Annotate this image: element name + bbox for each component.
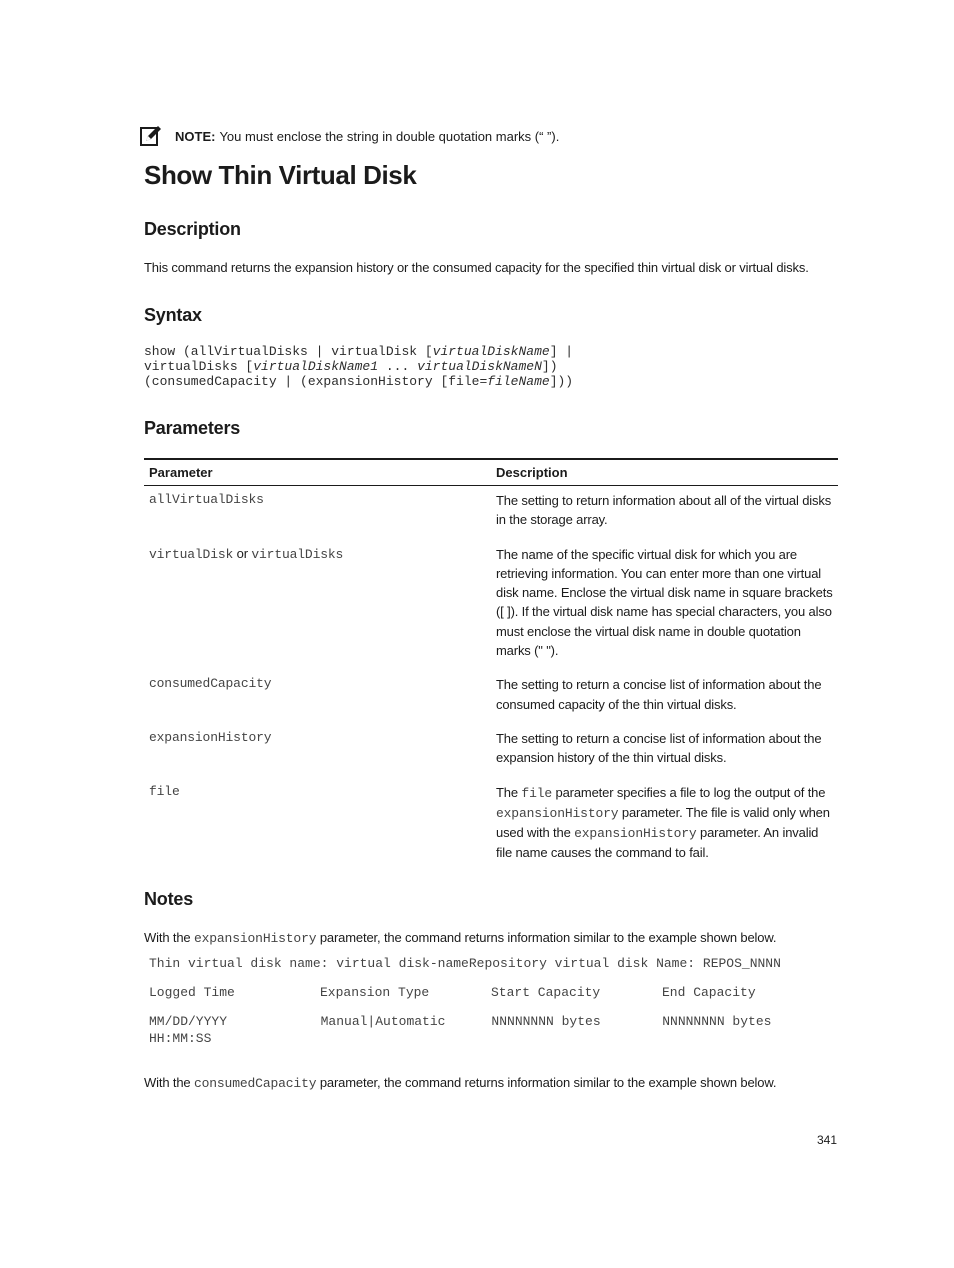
example-header-cell: Start Capacity	[491, 985, 601, 1000]
example-value-cell: NNNNNNNN bytes	[662, 1014, 772, 1029]
note-text: You must enclose the string in double quotation marks (“ ”).	[219, 128, 560, 144]
example-value-cell: NNNNNNNN bytes	[491, 1014, 601, 1029]
parameter-name: expansionHistory	[149, 729, 272, 745]
table-row	[144, 778, 838, 873]
parameter-description: The setting to return a concise list of information about the consumed capacity of the thin virtual disks.	[496, 677, 822, 712]
example-header-cell: End Capacity	[662, 985, 756, 1000]
notes-paragraph-2: With the consumedCapacity parameter, the command returns information similar to the example shown below.	[144, 1075, 777, 1091]
parameter-description: The name of the specific virtual disk for which you are retrieving information. You can enter more than one virtual disk name. Enclose the virtual disk name in square brackets ([ ]). If the virtual disk name has special characters, you also must enclose the virtual disk name in double quotation marks (" ").	[496, 546, 833, 659]
note-callout	[140, 125, 559, 147]
parameter-description: The setting to return a concise list of information about the expansion history of the thin virtual disks.	[496, 730, 822, 766]
parameter-name: virtualDisk or virtualDisks	[149, 545, 344, 562]
syntax-line-2: virtualDisks [virtualDiskName1 ... virtualDiskNameN])	[144, 359, 558, 374]
syntax-block	[144, 344, 573, 389]
syntax-line-1: show (allVirtualDisks | virtualDisk [virtualDiskName] |	[144, 344, 574, 359]
example-header-cell: Logged Time	[149, 985, 235, 1000]
example-header-row	[144, 982, 838, 1003]
example-value-cell: Manual|Automatic	[320, 1014, 446, 1029]
parameter-description: The setting to return information about all of the virtual disks in the storage array.	[496, 493, 832, 528]
table-header-row	[144, 459, 838, 486]
parameter-name: allVirtualDisks	[149, 492, 264, 507]
parameters-heading: Parameters	[144, 418, 241, 438]
column-header-description: Description	[491, 459, 838, 486]
syntax-heading: Syntax	[144, 305, 202, 325]
notes-heading: Notes	[144, 889, 194, 909]
parameters-table	[144, 458, 838, 873]
note-label: NOTE:	[175, 128, 216, 144]
page-title: Show Thin Virtual Disk	[144, 160, 417, 190]
table-row	[144, 540, 838, 671]
page-number: 341	[817, 1133, 838, 1147]
table-row	[144, 486, 838, 540]
example-header-cell: Expansion Type	[320, 985, 430, 1000]
parameter-name: consumedCapacity	[149, 676, 272, 692]
table-row	[144, 724, 838, 778]
column-header-parameter: Parameter	[144, 459, 491, 486]
table-row	[144, 670, 838, 724]
description-heading: Description	[144, 219, 241, 239]
parameter-description: The file parameter specifies a file to log the output of the expansionHistory parameter. The file is valid only when used with the expansionHistory parameter. An invalid file name causes the command to fail.	[496, 784, 830, 861]
example-value-cell: MM/DD/YYYY HH:MM:SS	[149, 1014, 235, 1046]
example-title: Thin virtual disk name: virtual disk-nameRepository virtual disk Name: REPOS_NNNN	[149, 956, 781, 971]
example-value-row	[144, 1011, 838, 1049]
pencil-note-icon	[140, 125, 162, 147]
description-text: This command returns the expansion history or the consumed capacity for the specified thin virtual disk or virtual disks.	[144, 260, 809, 275]
notes-paragraph-1: With the expansionHistory parameter, the command returns information similar to the example shown below.	[144, 930, 777, 946]
parameter-name: file	[149, 783, 180, 799]
example-output-table	[144, 953, 838, 1057]
syntax-line-3: (consumedCapacity | (expansionHistory [file=fileName]))	[144, 374, 574, 389]
